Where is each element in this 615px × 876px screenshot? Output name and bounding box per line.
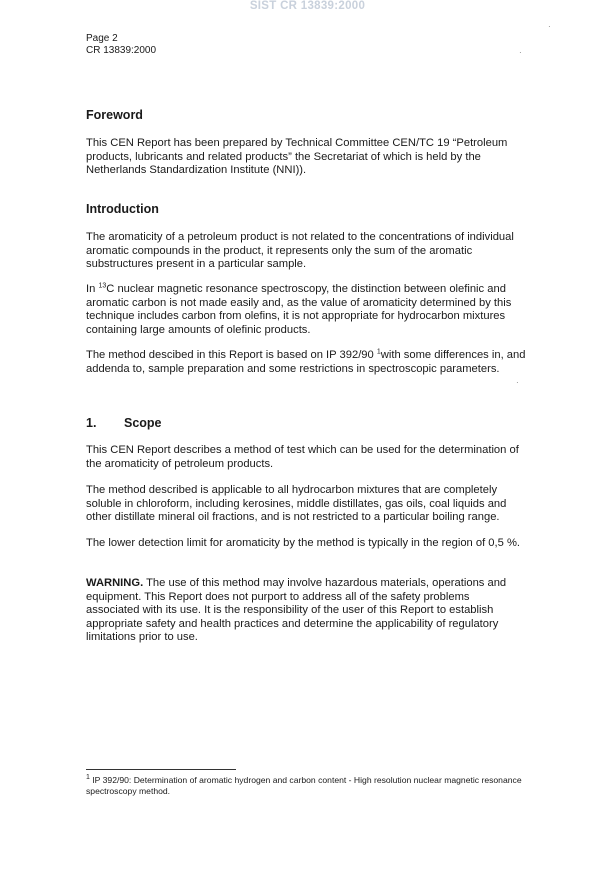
footnote-number: 1: [86, 774, 90, 782]
intro-p3-rest: with some differences in, and addenda to, sample preparation and some restrictions in spectroscopic parameters.: [86, 349, 526, 375]
intro-p2-prefix: In: [86, 283, 99, 295]
footnote: [86, 775, 526, 797]
scan-speck: ·: [519, 48, 522, 57]
footnote-divider: [86, 769, 236, 770]
scope-paragraph-1: This CEN Report describes a method of test which can be used for the determination of the aromaticity of petroleum products.: [86, 444, 519, 470]
watermark: SIST CR 13839:2000: [249, 0, 366, 12]
warning-paragraph: [86, 577, 526, 645]
scope-paragraph-2: The method described is applicable to all hydrocarbon mixtures that are completely soluble in chloroform, including kerosines, middle distillates, gas oils, coal liquids and other distillate mineral oil fractions, and is not restricted to a particular boiling range.: [86, 484, 507, 523]
intro-p2-superscript: 13: [98, 282, 107, 290]
scope-number: 1.: [86, 416, 97, 430]
introduction-heading: Introduction: [86, 202, 159, 216]
scope-title: Scope: [124, 416, 162, 430]
scan-speck: ·: [548, 22, 551, 31]
introduction-paragraph-2: [86, 283, 526, 337]
warning-text: The use of this method may involve hazardous materials, operations and equipment. This Report does not purport to address all of the safety problems associated with its use. It is the responsibility of the user of this Report to establish appropriate safety and health practices and determine the applicability of regulatory limitations prior to use.: [86, 577, 507, 643]
warning-label: WARNING.: [86, 577, 144, 589]
introduction-paragraph-3: [86, 349, 526, 376]
footnote-reference: 1: [376, 348, 381, 356]
page-number: Page 2: [86, 33, 118, 44]
foreword-text: This CEN Report has been prepared by Technical Committee CEN/TC 19 “Petroleum products, lubricants and related products” the Secretariat of which is held by the Netherlands Standardization Institute (NNI)).: [86, 137, 508, 176]
foreword-heading: Foreword: [86, 108, 143, 122]
scope-heading: [86, 416, 162, 430]
introduction-paragraph-1: The aromaticity of a petroleum product is not related to the concentrations of individual aromatic compounds in the product, it represents only the sum of the aromatic substructures present in a particular sample.: [86, 231, 514, 270]
footnote-text: IP 392/90: Determination of aromatic hydrogen and carbon content - High resolution nuclear magnetic resonance spectroscopy method.: [86, 775, 522, 796]
page-header: [86, 33, 156, 57]
document-id: CR 13839:2000: [86, 45, 157, 56]
scan-speck: ·: [516, 378, 519, 387]
intro-p3-prefix: The method descibed in this Report is based on IP 392/90: [86, 349, 377, 361]
intro-p2-rest: C nuclear magnetic resonance spectroscopy, the distinction between olefinic and aromatic carbon is not made easily and, as the value of aromaticity determined by this technique includes carbon from olefins, it is not appropriate for hydrocarbon mixtures containing large amounts of olefinic products.: [86, 283, 512, 336]
scope-paragraph-3: The lower detection limit for aromaticity by the method is typically in the region of 0,5 %.: [86, 537, 521, 549]
